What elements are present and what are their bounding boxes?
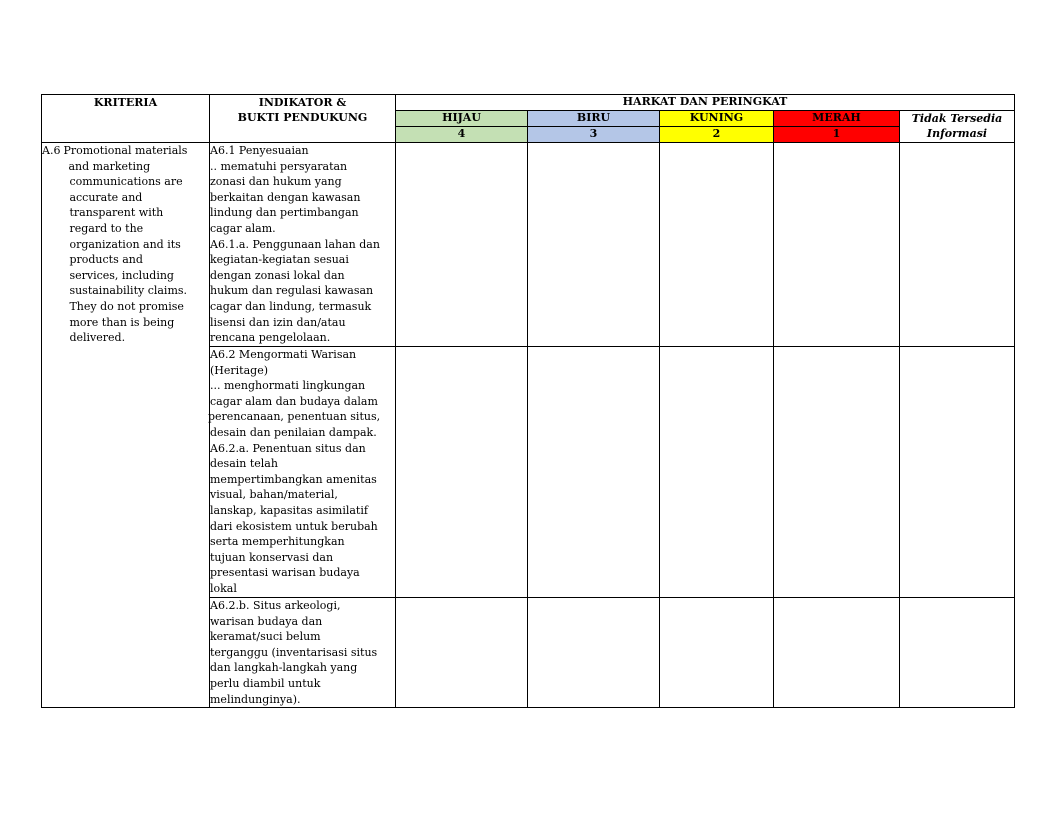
kriteria-text	[63, 143, 187, 346]
kriteria-line: regard to the	[69, 221, 144, 235]
indikator-line: keramat/suci belum	[210, 630, 321, 644]
indikator-line: A6.2.b. Situs arkeologi,	[210, 599, 341, 612]
table-row	[42, 143, 1015, 347]
score-cell-biru[interactable]	[528, 598, 660, 708]
indikator-line: presentasi warisan budaya	[210, 566, 360, 580]
indikator-line: dengan zonasi lokal dan	[210, 268, 345, 282]
indikator-line: lokal	[210, 581, 237, 595]
indikator-line: desain telah	[210, 457, 278, 471]
kriteria-line: and marketing	[68, 159, 151, 173]
indikator-line: tujuan konservasi dan	[210, 550, 334, 564]
grade-hijau-score: 4	[396, 127, 528, 143]
indikator-cell-a6-2	[210, 347, 396, 598]
score-cell-tidak-tersedia[interactable]	[900, 143, 1015, 347]
indikator-line: perlu diambil untuk	[210, 676, 321, 690]
score-cell-merah[interactable]	[774, 347, 900, 598]
tidak-line1: Tidak Tersedia	[911, 112, 1003, 125]
indikator-line: zonasi dan hukum yang	[210, 175, 342, 189]
score-cell-hijau[interactable]	[396, 347, 528, 598]
indikator-line: dari ekosistem untuk berubah	[210, 519, 378, 533]
score-cell-hijau[interactable]	[396, 143, 528, 347]
grade-merah-score: 1	[774, 127, 900, 143]
grade-kuning-score: 2	[660, 127, 774, 143]
score-cell-hijau[interactable]	[396, 598, 528, 708]
indikator-line: melindunginya).	[210, 692, 301, 706]
score-cell-kuning[interactable]	[660, 347, 774, 598]
grade-biru-label: BIRU	[528, 111, 660, 127]
score-cell-merah[interactable]	[774, 143, 900, 347]
indikator-line: A6.2 Mengormati Warisan	[210, 348, 357, 361]
kriteria-line: communications are	[69, 175, 183, 189]
grade-hijau-label: HIJAU	[396, 111, 528, 127]
indikator-line: lanskap, kapasitas asimilatif	[210, 503, 368, 517]
indikator-line: A6.2.a. Penentuan situs dan	[210, 441, 366, 455]
score-cell-biru[interactable]	[528, 347, 660, 598]
kriteria-line: services, including	[69, 268, 174, 282]
indikator-line: A6.1 Penyesuaian	[210, 144, 309, 157]
score-cell-merah[interactable]	[774, 598, 900, 708]
indikator-line: cagar dan lindung, termasuk	[210, 299, 372, 313]
kriteria-line: transparent with	[69, 206, 164, 220]
indikator-line: hukum dan regulasi kawasan	[210, 284, 374, 298]
indikator-line: serta memperhitungkan	[210, 535, 345, 549]
grade-kuning-label: KUNING	[660, 111, 774, 127]
kriteria-line: organization and its	[69, 237, 181, 251]
indikator-cell-a6-2-b	[210, 598, 396, 708]
indikator-line: desain dan penilaian dampak.	[210, 425, 377, 439]
kriteria-line: delivered.	[69, 331, 126, 345]
indikator-line: cagar alam.	[210, 221, 276, 235]
indikator-line: dan langkah-langkah yang	[210, 661, 358, 675]
indikator-line: visual, bahan/material,	[210, 488, 338, 502]
indikator-line: A6.1.a. Penggunaan lahan dan	[210, 237, 380, 251]
header-indikator-line2: BUKTI PENDUKUNG	[237, 111, 368, 124]
kriteria-block	[42, 143, 209, 346]
indikator-line: cagar alam dan budaya dalam	[210, 394, 378, 408]
kriteria-line: Promotional materials	[63, 144, 188, 157]
header-tidak-tersedia	[900, 111, 1015, 143]
kriteria-cell	[42, 143, 210, 708]
indikator-line: warisan budaya dan	[210, 614, 323, 628]
header-indikator-line1: INDIKATOR &	[258, 96, 347, 109]
header-harkat: HARKAT DAN PERINGKAT	[396, 95, 1015, 111]
score-cell-kuning[interactable]	[660, 143, 774, 347]
indikator-line: .. mematuhi persyaratan	[210, 159, 348, 173]
indikator-line: (Heritage)	[210, 363, 268, 377]
indikator-line: perencanaan, penentuan situs,	[208, 410, 381, 424]
score-cell-kuning[interactable]	[660, 598, 774, 708]
header-kriteria: KRITERIA	[42, 95, 210, 143]
indikator-line: lisensi dan izin dan/atau	[210, 315, 346, 329]
score-cell-tidak-tersedia[interactable]	[900, 347, 1015, 598]
indikator-line: lindung dan pertimbangan	[210, 206, 359, 220]
kriteria-line: sustainability claims.	[69, 284, 188, 298]
kriteria-code: A.6	[42, 144, 61, 157]
kriteria-line: products and	[69, 253, 143, 267]
grade-biru-score: 3	[528, 127, 660, 143]
indikator-cell-a6-1	[210, 143, 396, 347]
indikator-line: terganggu (inventarisasi situs	[210, 645, 378, 659]
indikator-line: mempertimbangkan amenitas	[210, 472, 377, 486]
score-cell-tidak-tersedia[interactable]	[900, 598, 1015, 708]
header-indikator	[210, 95, 396, 143]
kriteria-line: They do not promise	[69, 299, 184, 313]
indikator-line: rencana pengelolaan.	[210, 331, 331, 345]
kriteria-line: more than is being	[69, 315, 175, 329]
kriteria-line: accurate and	[69, 190, 143, 204]
indikator-line: berkaitan dengan kawasan	[210, 190, 361, 204]
indikator-line: ... menghormati lingkungan	[210, 379, 366, 393]
assessment-table	[41, 94, 1015, 708]
grade-merah-label: MERAH	[774, 111, 900, 127]
tidak-line2: Informasi	[926, 127, 988, 140]
indikator-line: kegiatan-kegiatan sesuai	[210, 253, 349, 267]
score-cell-biru[interactable]	[528, 143, 660, 347]
